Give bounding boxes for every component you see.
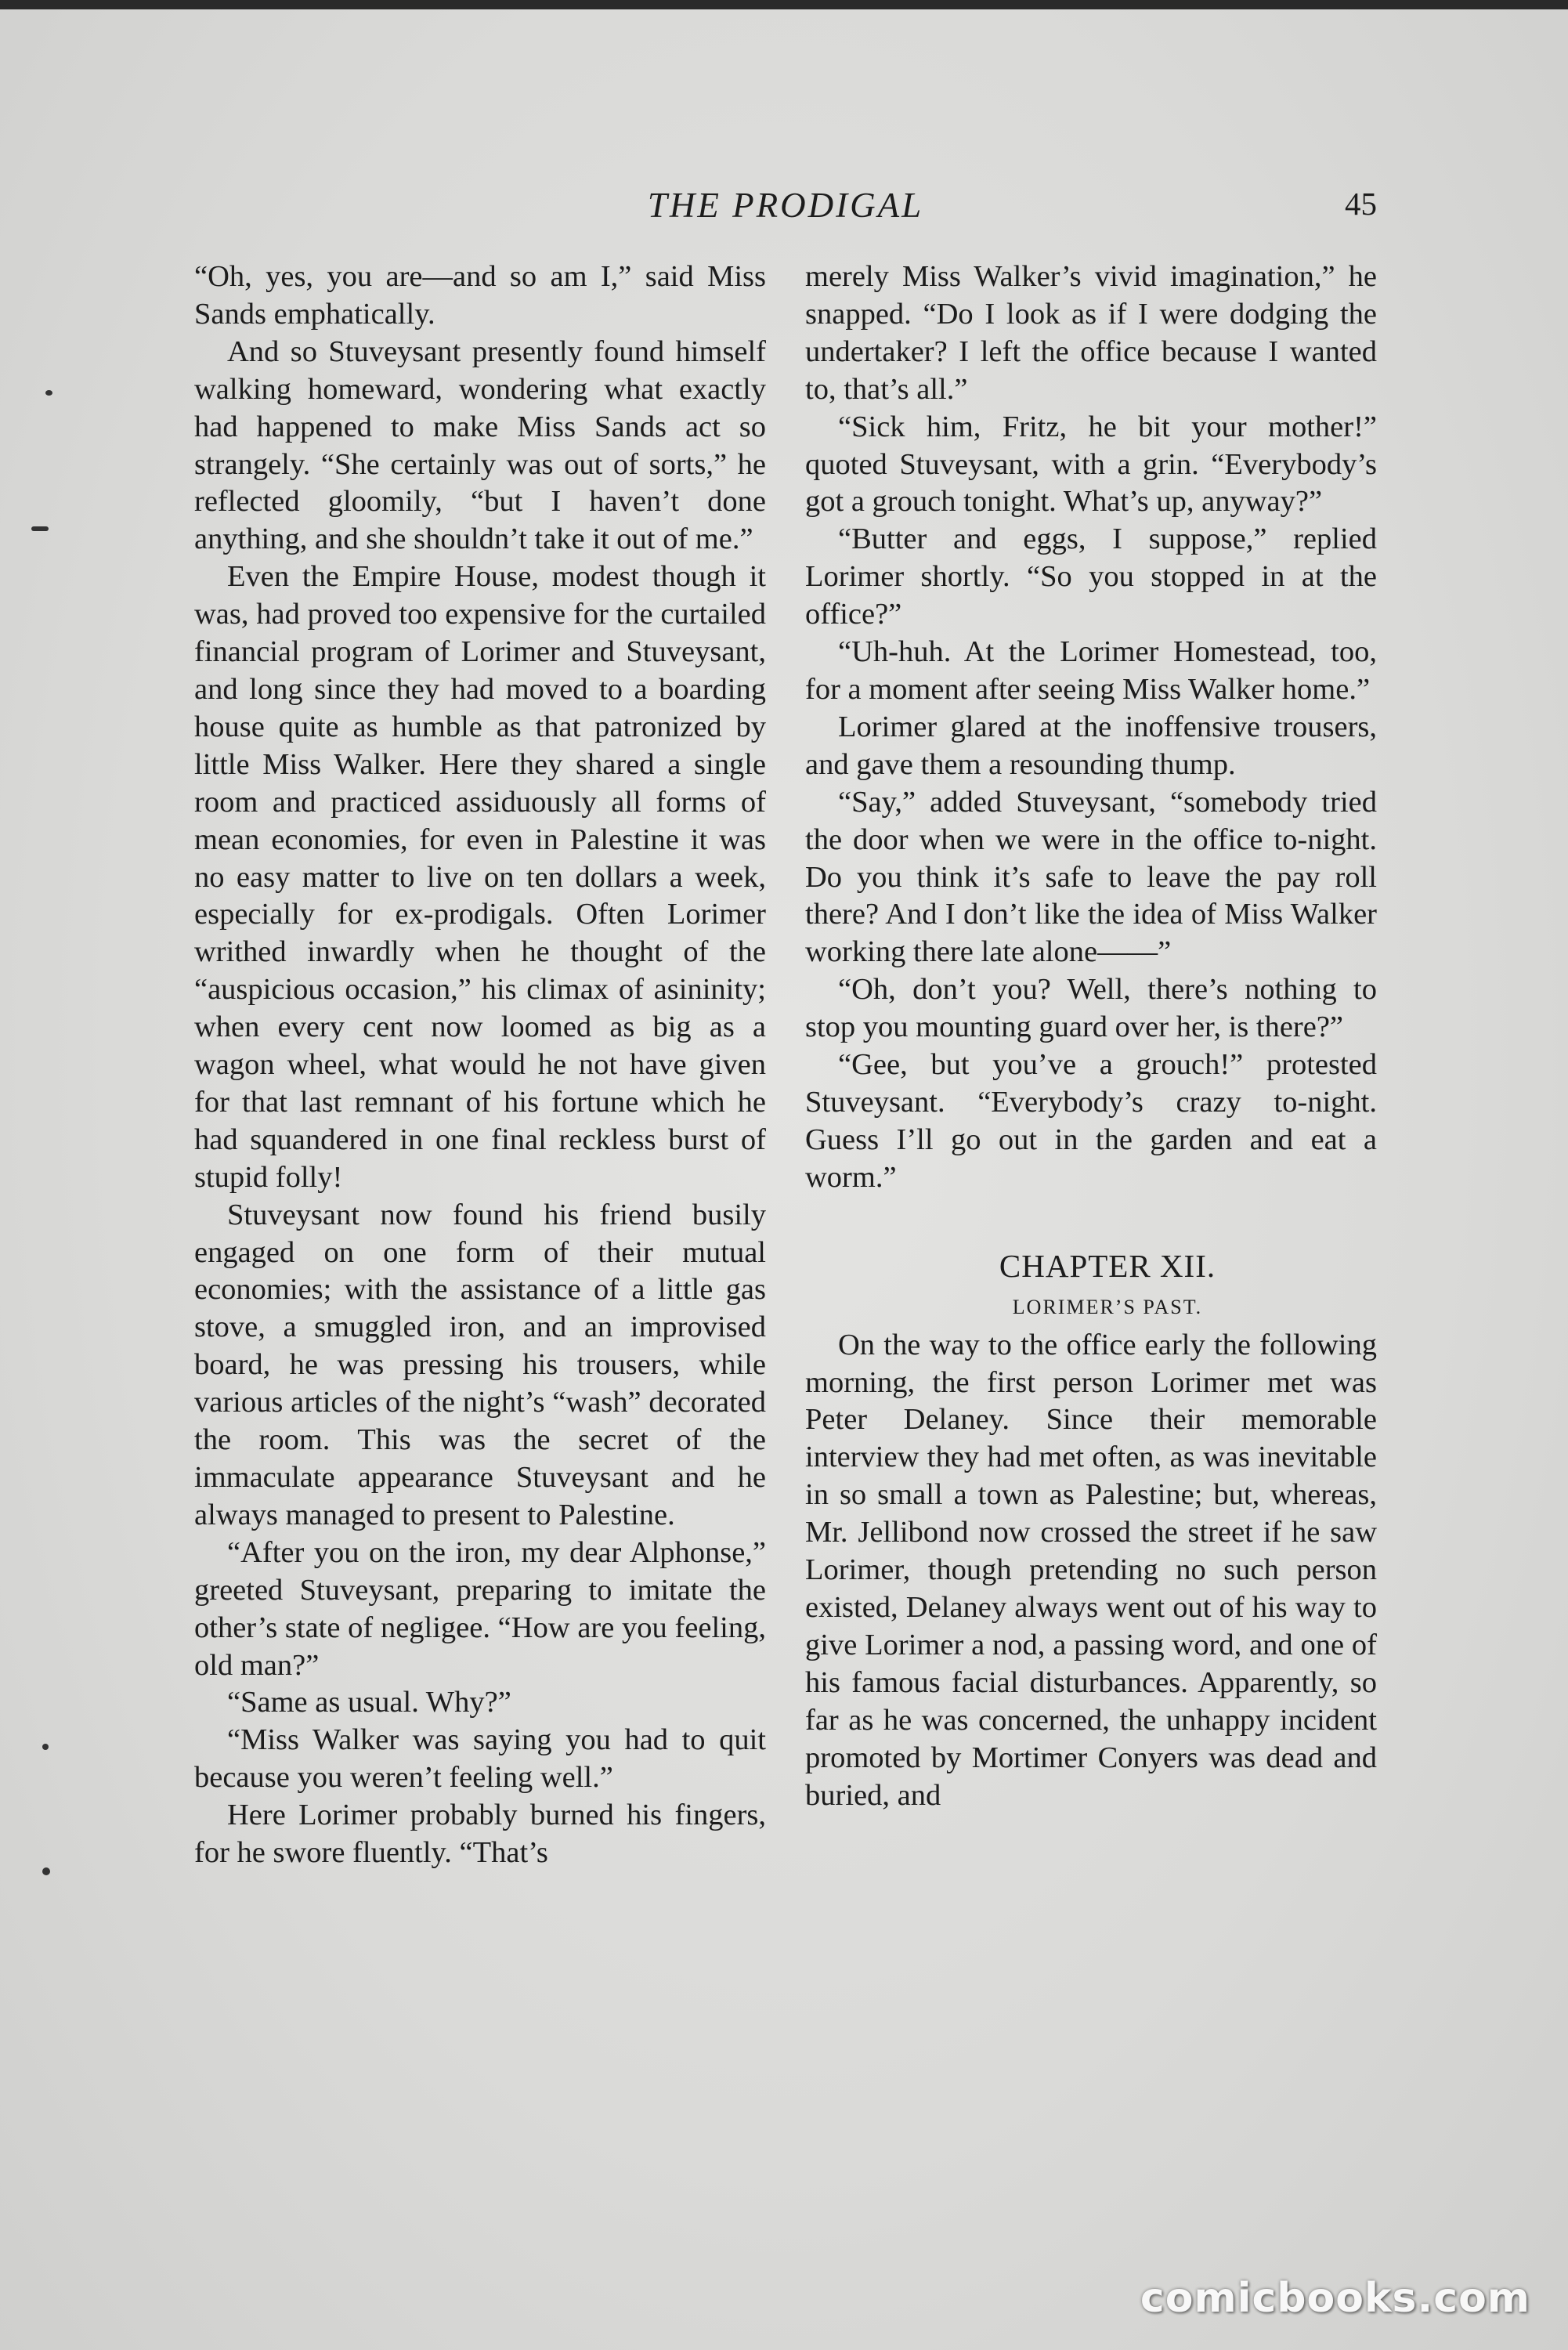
paragraph: “Same as usual. Why?” [227,1686,511,1719]
paragraph: On the way to the office early the following morning, the first person Lorimer met was Peter Delaney. Since their memorable interview they had met often, as was inevitable in so small a town as Palestine; but, whereas, Mr. Jellibond now crossed the street if he saw Lorimer, though pretending no such person existed, Delaney always went out of his way to give Lorimer a nod, a passing word, and one of his famous facial disturbances. Apparently, so far as he was concerned, the unhappy incident promoted by Mortimer Conyers was dead and buried, and [805,1328,1377,1812]
chapter-subtitle: LORIMER’S PAST. [1012,1295,1203,1318]
running-title: THE PRODIGAL [647,186,924,225]
paragraph: “Sick him, Fritz, he bit your mother!” quoted Stuveysant, with a grin. “Everybody’s got a grouch tonight. What’s up, anyway?” [805,410,1377,519]
paragraph: “Oh, don’t you? Well, there’s nothing to stop you mounting guard over her, is there?” [805,973,1377,1044]
paragraph: “Uh-huh. At the Lorimer Homestead, too, for a moment after seeing Miss Walker home.” [805,635,1377,706]
paragraph: “Butter and eggs, I suppose,” replied Lorimer shortly. “So you stopped in at the office?” [805,522,1377,631]
page-header [194,185,1377,240]
paragraph: Here Lorimer probably burned his fingers, for he swore fluently. “That’s [194,1799,766,1870]
left-column [194,258,766,1872]
paragraph: “Oh, yes, you are—and so am I,” said Miss Sands emphatically. [194,260,766,331]
right-column [805,258,1377,1814]
paragraph: And so Stuveysant presently found himself walking homeward, wondering what exactly had happened to make Miss Sands act so strangely. “She certainly was out of sorts,” he reflected gloomily, “but I haven’t done anything, and she shouldn’t take it out of me.” [194,334,766,556]
margin-speck [42,1744,49,1750]
margin-speck [45,390,52,396]
margin-speck [31,526,49,531]
paragraph: “Say,” added Stuveysant, “somebody tried the door when we were in the office to-night. Do you think it’s safe to leave the pay roll there? And I don’t like the idea of Miss Walker working there late alone——” [805,785,1377,969]
paragraph: Lorimer glared at the inoffensive trousers, and gave them a resounding thump. [805,710,1377,781]
paragraph: Even the Empire House, modest though it was, had proved too expensive for the curtailed financial program of Lorimer and Stuveysant, and long since they had moved to a boarding house quite as humble as that patronized by little Miss Walker. Here they shared a single room and practiced assiduously all forms of mean economies, for even in Palestine it was no easy matter to live on ten dollars a week, especially for ex-prodigals. Often Lorimer writhed inwardly when he thought of the “auspicious occasion,” his climax of asininity; when every cent now loomed as big as a wagon wheel, what would he not have given for that last remnant of his fortune which he had squandered in one final reckless burst of stupid folly! [194,560,766,1194]
chapter-heading: CHAPTER XII. [999,1247,1216,1284]
chapter-spacer [805,1197,1377,1244]
paragraph: merely Miss Walker’s vivid imagination,” he snapped. “Do I look as if I were dodging the undertaker? I left the office because I wanted to, that’s all.” [805,260,1377,406]
paragraph: “After you on the iron, my dear Alphonse,” greeted Stuveysant, preparing to imitate the other’s state of negligee. “How are you feeling, old man?” [194,1535,766,1682]
page-number: 45 [1345,186,1377,222]
paragraph: Stuveysant now found his friend busily engaged on one form of their mutual economies; with the assistance of a little gas stove, a smuggled iron, and an improvised board, he was pressing his trousers, while various articles of the night’s “wash” decorated the room. This was the secret of the immaculate appearance Stuveysant and he always managed to present to Palestine. [194,1198,766,1531]
paragraph: “Miss Walker was saying you had to quit because you weren’t feeling well.” [194,1723,766,1795]
margin-speck [42,1867,50,1875]
page-top-edge [0,0,1568,9]
paragraph: “Gee, but you’ve a grouch!” protested Stuveysant. “Everybody’s crazy to-night. Guess I’ll go out in the garden and eat a worm.” [805,1048,1377,1194]
site-watermark: comicbooks.com [1140,2275,1530,2322]
